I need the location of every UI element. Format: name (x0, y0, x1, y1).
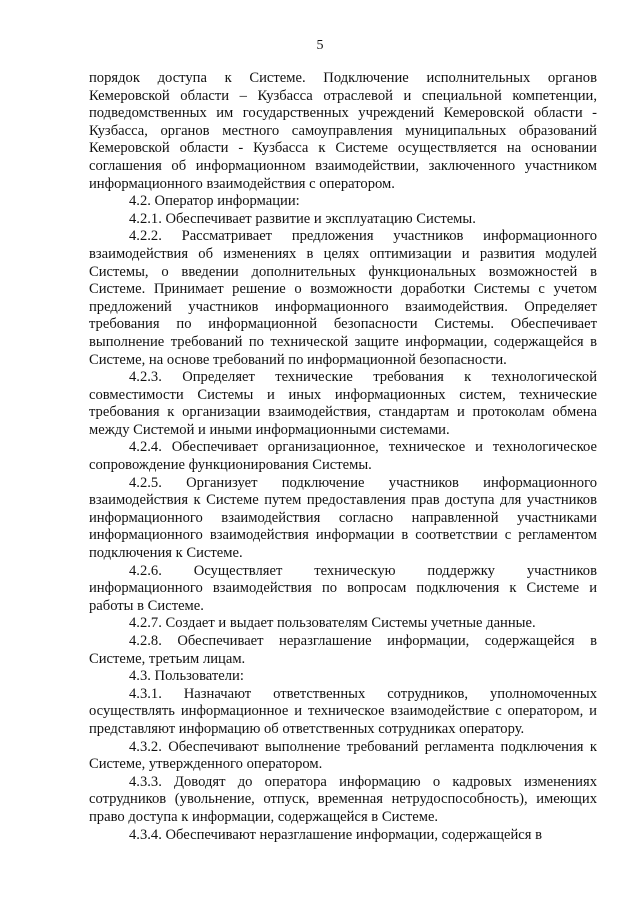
paragraph: 4.2.8. Обеспечивает неразглашение информации, содержащейся в Системе, третьим лицам. (89, 633, 597, 667)
paragraph: 4.2.7. Создает и выдает пользователям Системы учетные данные. (129, 615, 536, 632)
paragraph: 4.3.4. Обеспечивают неразглашение информации, содержащейся в (129, 826, 543, 843)
paragraph: порядок доступа к Системе. Подключение исполнительных органов Кемеровской области – Кузбасса отраслевой и специальной компетенции, подведомственных им государственных учреждений Кемеровской области - Кузбасса, органов местного самоуправления муниципальных образований Кемеровской области - Кузбасса к Системе осуществляется на основании соглашения об информационном взаимодействии, заключенного участником информационного взаимодействия с оператором. (89, 70, 597, 192)
paragraph: 4.3.3. Доводят до оператора информацию о кадровых изменениях сотрудников (увольнение, отпуск, временная нетрудоспособность), имеющих право доступа к информации, содержащейся в Системе. (89, 773, 597, 825)
paragraph: 4.3.1. Назначают ответственных сотрудников, уполномоченных осуществлять информационное и техническое взаимодействие с оператором, и представляют информацию об ответственных сотрудниках оператору. (89, 685, 597, 737)
page-number: 5 (316, 38, 324, 53)
document-body (89, 70, 597, 844)
paragraph: 4.3.2. Обеспечивают выполнение требований регламента подключения к Системе, утвержденного оператором. (89, 738, 597, 773)
paragraph: 4.2.1. Обеспечивает развитие и эксплуатацию Системы. (129, 210, 476, 227)
paragraph: 4.2.5. Организует подключение участников информационного взаимодействия к Системе путем предоставления прав доступа для участников информационного взаимодействия согласно направленной участниками информационного взаимодействия информации в соответствии с регламентом подключения к Системе. (89, 474, 597, 562)
paragraph: 4.2.6. Осуществляет техническую поддержку участников информационного взаимодействия по вопросам подключения к Системе и работы в Системе. (89, 562, 597, 614)
paragraph: 4.2. Оператор информации: (129, 193, 300, 210)
paragraph: 4.2.2. Рассматривает предложения участников информационного взаимодействия об изменениях в целях оптимизации и развития модулей Системы, о введении дополнительных функциональных возможностей в Системе. Принимает решение о возможности доработки Системы с учетом предложений участников информационного взаимодействия. Определяет требования по информационной безопасности Системы. Обеспечивает выполнение требований по технической защите информации, содержащейся в Системе, на основе требований по информационной безопасности. (89, 228, 597, 368)
paragraph: 4.2.3. Определяет технические требования к технологической совместимости Системы и иных информационных систем, технические требования к организации взаимодействия, стандартам и протоколам обмена между Системой и иными информационными системами. (89, 369, 597, 438)
paragraph: 4.3. Пользователи: (129, 668, 244, 685)
paragraph: 4.2.4. Обеспечивает организационное, техническое и технологическое сопровождение функционирования Системы. (89, 439, 597, 474)
